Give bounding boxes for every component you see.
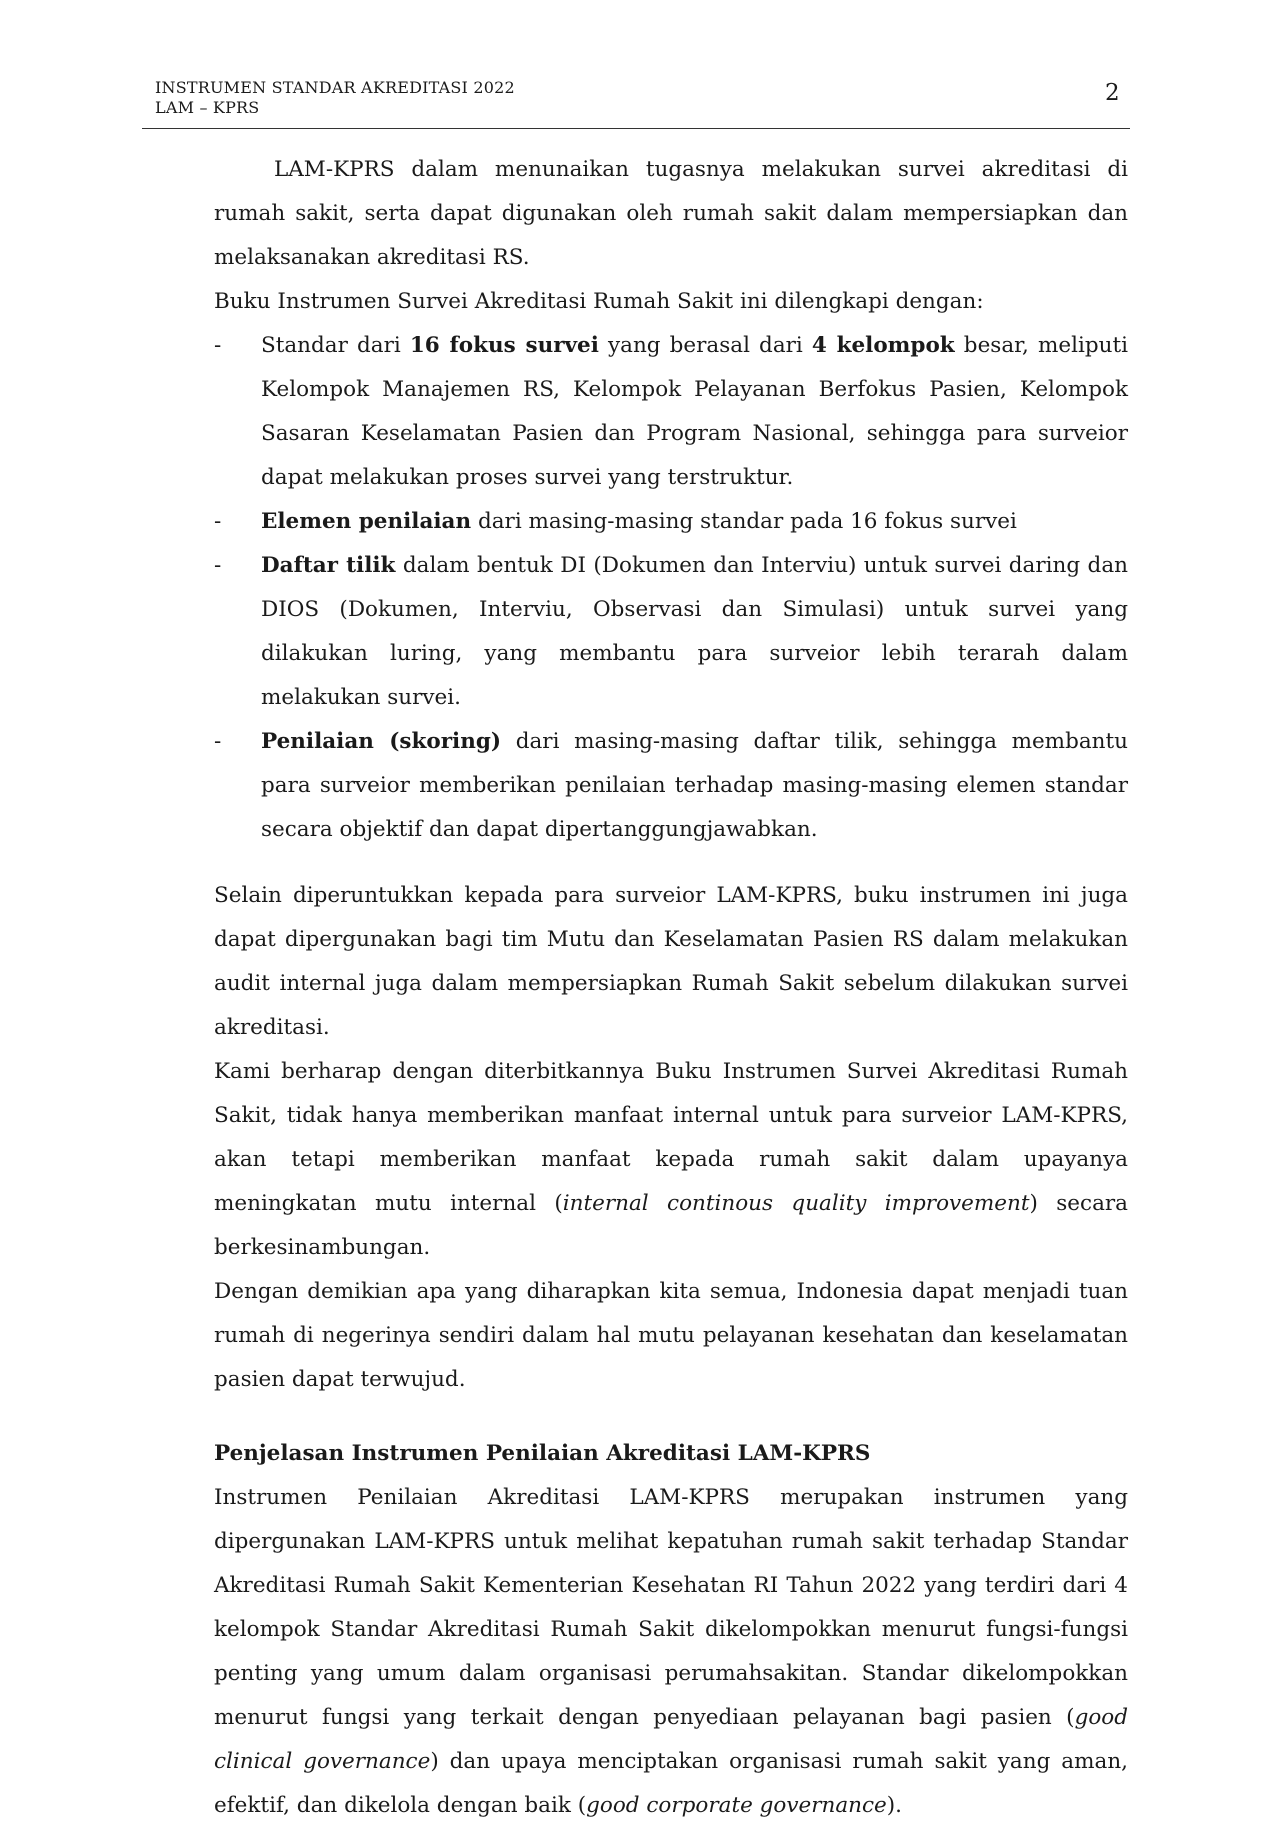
bold-term: 16 fokus survei [409,333,599,358]
intro-paragraph: LAM-KPRS dalam menunaikan tugasnya melakukan survei akreditasi di rumah sakit, serta dapat digunakan oleh rumah sakit dalam mempersiapkan dan melaksanakan akreditasi RS. [214,157,1128,270]
header-title: INSTRUMEN STANDAR AKREDITASI 2022 [155,78,515,97]
dash-bullet: - [214,509,222,534]
bold-term: Elemen penilaian [261,509,472,534]
list-item-elemen-penilaian: - Elemen penilaian dari masing-masing standar pada 16 fokus survei [214,500,1128,544]
body-paragraph: Dengan demikian apa yang diharapkan kita semua, Indonesia dapat menjadi tuan rumah di negerinya sendiri dalam hal mutu pelayanan kesehatan dan keselamatan pasien dapat terwujud. [214,1279,1128,1392]
feature-list [214,324,1128,852]
list-item-standar: - Standar dari 16 fokus survei yang berasal dari 4 kelompok besar, meliputi Kelompok Manajemen RS, Kelompok Pelayanan Berfokus Pasien, Kelompok Sasaran Keselamatan Pasien dan Program Nasional, sehingga para surveior dapat melakukan proses survei yang terstruktur. [214,324,1128,500]
dash-bullet: - [214,553,222,578]
page-content [214,148,1128,1828]
header-subtitle: LAM – KPRS [155,98,260,117]
running-header [155,78,515,118]
list-item-daftar-tilik: - Daftar tilik dalam bentuk DI (Dokumen dan Interviu) untuk survei daring dan DIOS (Dokumen, Interviu, Observasi dan Simulasi) untuk survei yang dilakukan luring, yang membantu para surveior lebih terarah dalam melakukan survei. [214,544,1128,720]
page-number: 2 [1105,80,1120,106]
italic-term: good corporate governance [586,1793,887,1818]
body-paragraph: Selain diperuntukkan kepada para surveior LAM-KPRS, buku instrumen ini juga dapat dipergunakan bagi tim Mutu dan Keselamatan Pasien RS dalam melakukan audit internal juga dalam mempersiapkan Rumah Sakit sebelum dilakukan survei akreditasi. [214,883,1128,1040]
dash-bullet: - [214,729,222,754]
dash-bullet: - [214,333,222,358]
section-paragraph: Instrumen Penilaian Akreditasi LAM-KPRS merupakan instrumen yang dipergunakan LAM-KPRS untuk melihat kepatuhan rumah sakit terhadap Standar Akreditasi Rumah Sakit Kementerian Kesehatan RI Tahun 2022 yang terdiri dari 4 kelompok Standar Akreditasi Rumah Sakit dikelompokkan menurut fungsi-fungsi penting yang umum dalam organisasi perumahsakitan. Standar dikelompokkan menurut fungsi yang terkait dengan penyediaan pelayanan bagi pasien (good clinical governance) dan upaya menciptakan organisasi rumah sakit yang aman, efektif, dan dikelola dengan baik (good corporate governance). [214,1485,1128,1818]
bold-term: 4 kelompok [811,333,955,358]
header-rule [142,128,1130,129]
italic-term: good clinical governance [214,1705,1128,1774]
section-heading: Penjelasan Instrumen Penilaian Akreditasi LAM-KPRS [214,1441,871,1466]
bold-term: Daftar tilik [261,553,396,578]
list-intro-paragraph: Buku Instrumen Survei Akreditasi Rumah Sakit ini dilengkapi dengan: [214,289,984,314]
body-paragraph: Kami berharap dengan diterbitkannya Buku Instrumen Survei Akreditasi Rumah Sakit, tidak hanya memberikan manfaat internal untuk para surveior LAM-KPRS, akan tetapi memberikan manfaat kepada rumah sakit dalam upayanya meningkatan mutu internal (internal continous quality improvement) secara berkesinambungan. [214,1059,1128,1260]
bold-term: Penilaian (skoring) [261,729,502,754]
italic-term: internal continous quality improvement [562,1191,1030,1216]
list-item-penilaian: - Penilaian (skoring) dari masing-masing daftar tilik, sehingga membantu para surveior memberikan penilaian terhadap masing-masing elemen standar secara objektif dan dapat dipertanggungjawabkan. [214,720,1128,852]
